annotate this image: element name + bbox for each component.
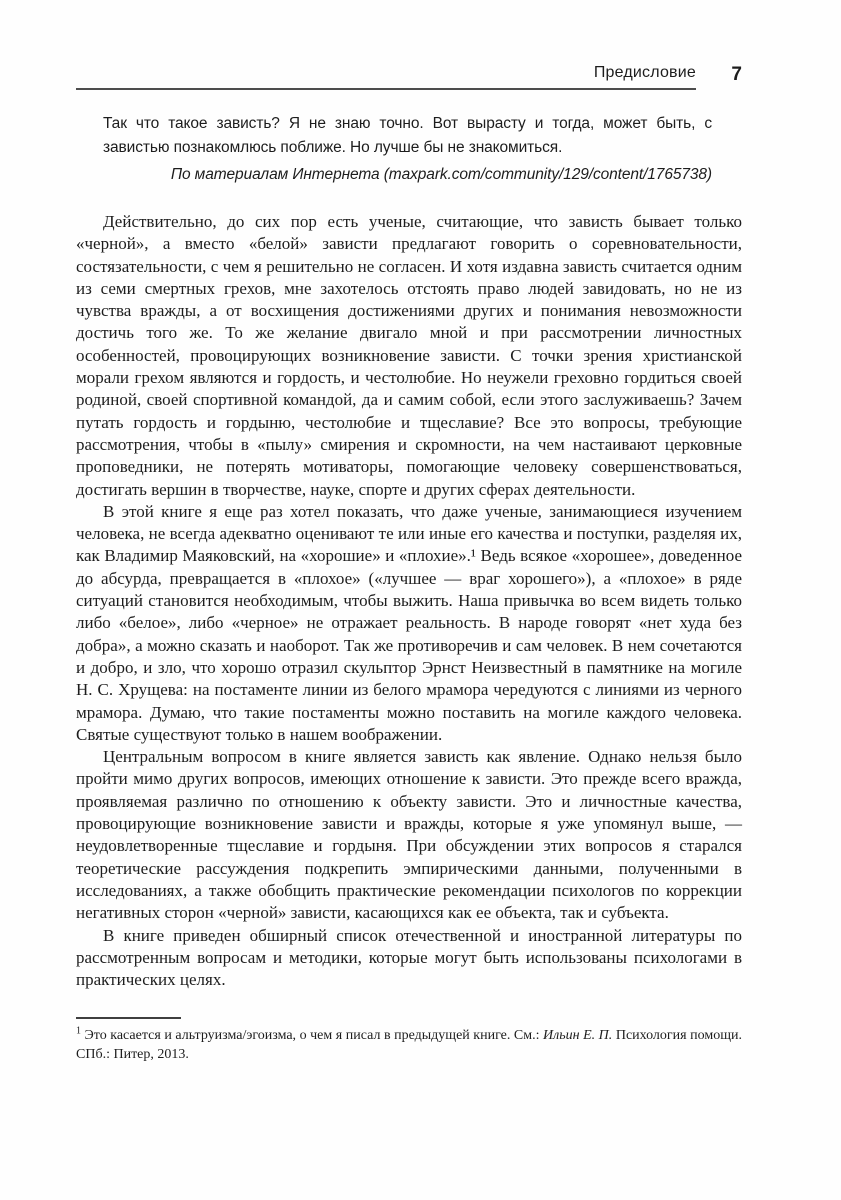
footnote-text-after: Психология помощи. СПб.: Питер, 2013. [76,1028,742,1063]
paragraph: В книге приведен обширный список отечественной и иностранной литературы по рассмотренным вопросам и методики, которые могут быть использованы психологами в практических целях. [76,925,742,990]
footnote-text-before: Это касается и альтруизма/эгоизма, о чем я писал в предыдущей книге. См.: [81,1028,544,1044]
paragraph: Центральным вопросом в книге является зависть как явление. Однако нельзя было пройти мимо других вопросов, имеющих отношение к зависти. Это прежде всего вражда, проявляемая различно по отношению к объекту зависти. Это и личностные качества, провоцирующие возникновение зависти и вражды, которые я уже упомянул выше, — неудовлетворенные тщеславие и гордыня. При обсуждении этих вопросов я старался теоретические рассуждения подкрепить эмпирическими данными, полученными в исследованиях, а также обобщить практические рекомендации психологов по коррекции негативных сторон «черной» зависти, касающихся как ее объекта, так и субъекта. [76,747,742,923]
epigraph-text: Так что такое зависть? Я не знаю точно. Вот вырасту и тогда, может быть, с завистью познакомлюсь поближе. Но лучше бы не знакомиться. [103,115,712,156]
paragraph: Действительно, до сих пор есть ученые, считающие, что зависть бывает только «черной», а вместо «белой» зависти предлагают говорить о соревновательности, состязательности, с чем я решительно не согласен. И хотя издавна зависть считается одним из семи смертных грехов, мне захотелось отстоять право людей завидовать, но не из чувства вражды, а от восхищения достижениями других и понимания невозможности достичь того же. То же желание двигало мной и при рассмотрении личностных особенностей, провоцирующих возникновение зависти. С точки зрения христианской морали грехом являются и гордость, и честолюбие. Но неужели греховно гордиться своей родиной, своей спортивной командой, да и самим собой, если этого заслуживаешь? Зачем путать гордость и гордыню, честолюбие и тщеславие? Все это вопросы, требующие рассмотрения, чтобы в «пылу» смирения и скромности, на чем настаивают церковные проповедники, не потерять мотиваторы, помогающие человеку совершенствоваться, достигать вершин в творчестве, науке, спорте и других сферах деятельности. [76,212,742,499]
epigraph-attribution: По материалам Интернета (maxpark.com/community/129/content/1765738) [170,166,712,183]
footnote-text [76,1026,742,1064]
paragraph: В этой книге я еще раз хотел показать, что даже ученые, занимающиеся изучением человека, не всегда адекватно оценивают те или иные его качества и поступки, разделяя их, как Владимир Маяковский, на «хорошие» и «плохие».¹ Ведь всякое «хорошее», доведенное до абсурда, превращается в «плохое» («лучшее — враг хорошего»), а «плохое» в ряде ситуаций становится необходимым, чтобы выжить. Наша привычка во всем видеть только либо «белое», либо «черное» не отражает реальность. В народе говорят «нет худа без добра», а можно сказать и наоборот. Так же противоречив и сам человек. В нем сочетаются и добро, и зло, что хорошо отразил скульптор Эрнст Неизвестный в памятнике на могиле Н. С. Хрущева: на постаменте линии из белого мрамора чередуются с линиями из черного мрамора. Думаю, что такие постаменты можно поставить на могиле каждого человека. Святые существуют только в нашем воображении. [76,501,742,744]
footnote [76,1017,742,1064]
page-number: 7 [731,64,742,85]
footnote-divider [76,1017,181,1019]
epigraph [103,112,712,187]
footnote-marker: 1 [76,1025,81,1037]
running-title: Предисловие [76,64,696,90]
body-text [76,211,742,991]
running-header [76,64,742,90]
footnote-author: Ильин Е. П. [543,1028,613,1044]
